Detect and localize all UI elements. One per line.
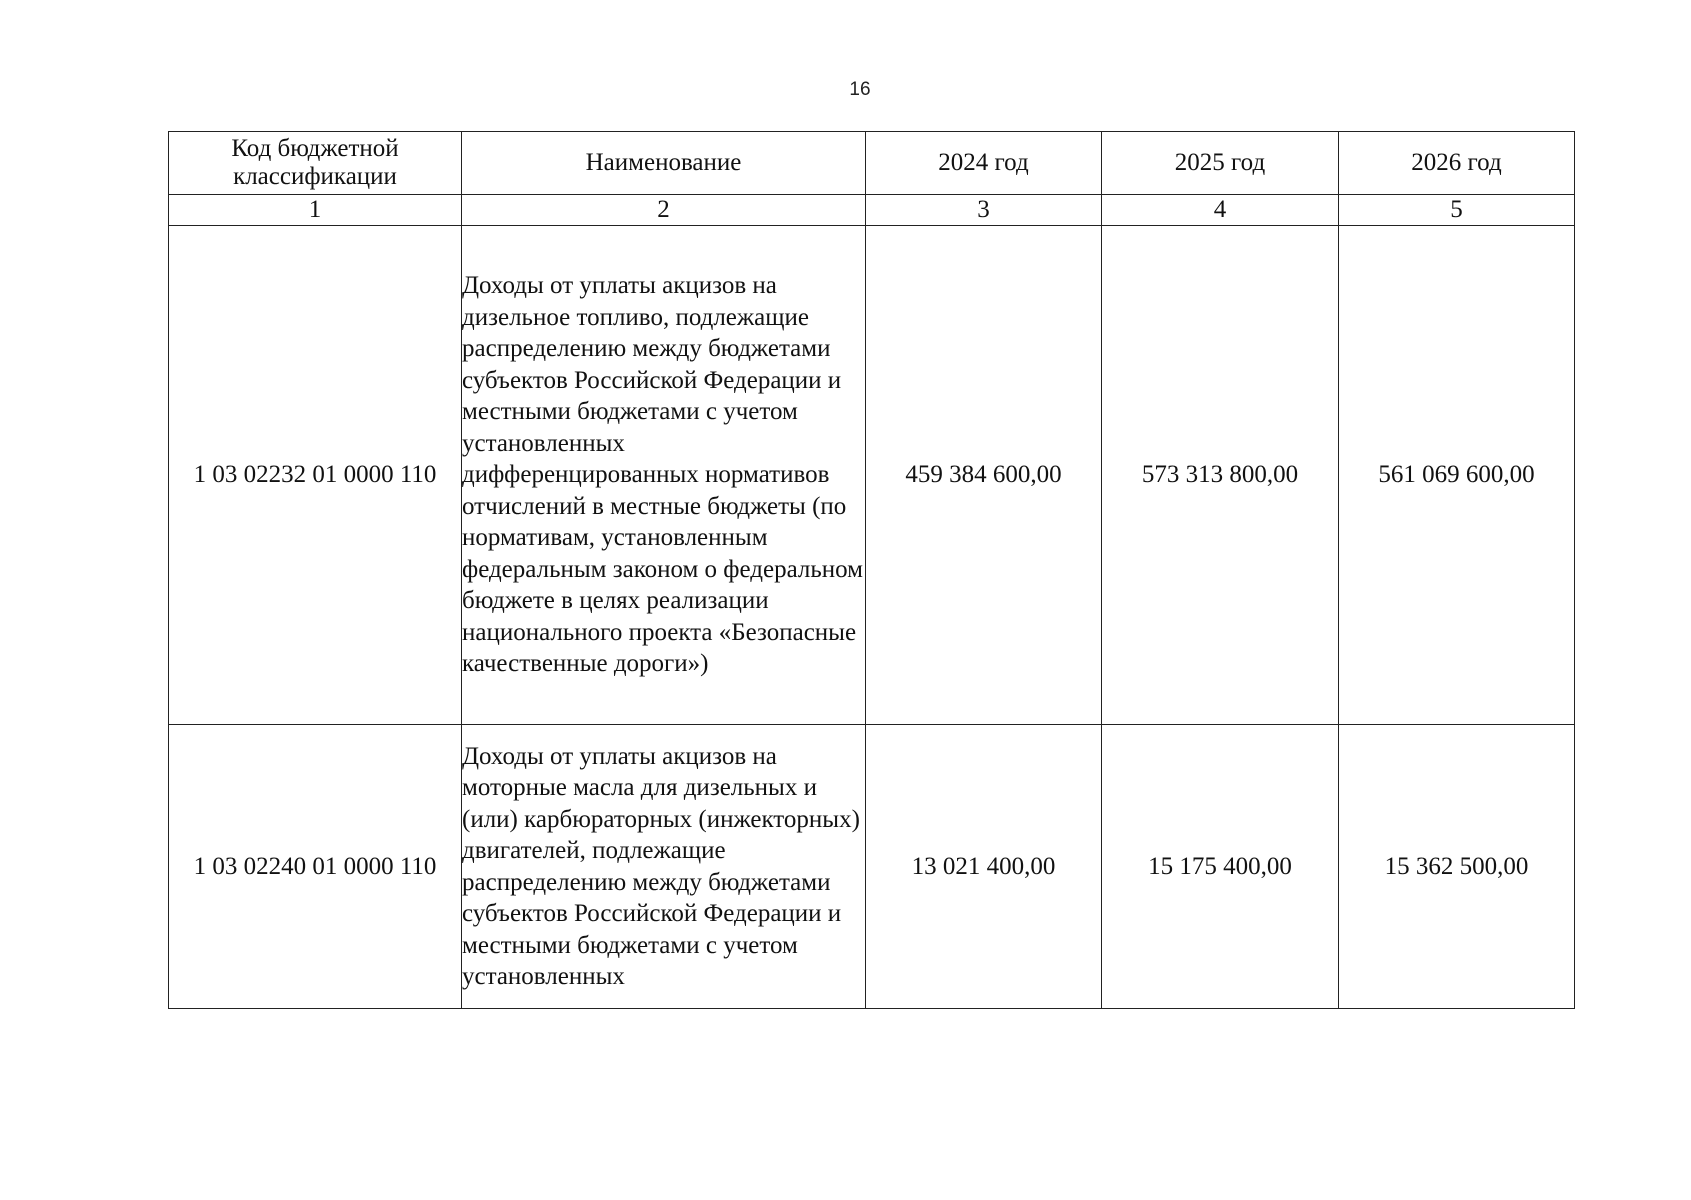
amount-2024-cell: 13 021 400,00 xyxy=(866,725,1102,1009)
revenue-name-cell: Доходы от уплаты акцизов на моторные масла для дизельных и (или) карбюраторных (инжекторных) двигателей, подлежащие распределению между бюджетами субъектов Российской Федерации и местными бюджетами с учетом установленных xyxy=(462,725,866,1009)
amount-2024-cell: 459 384 600,00 xyxy=(866,226,1102,725)
column-number: 2 xyxy=(462,195,866,226)
revenue-name-cell: Доходы от уплаты акцизов на дизельное топливо, подлежащие распределению между бюджетами субъектов Российской Федерации и местными бюджетами с учетом установленных дифференцированных нормативов отчислений в местные бюджеты (по нормативам, установленным федеральным законом о федеральном бюджете в целях реализации национального проекта «Безопасные качественные дороги») xyxy=(462,226,866,725)
column-number-row xyxy=(169,195,1575,226)
table-row xyxy=(169,226,1575,725)
column-number: 4 xyxy=(1102,195,1339,226)
table-header-row xyxy=(169,132,1575,195)
header-year-2026: 2026 год xyxy=(1339,132,1575,195)
budget-code-cell: 1 03 02240 01 0000 110 xyxy=(169,725,462,1009)
column-number: 5 xyxy=(1339,195,1575,226)
column-number: 3 xyxy=(866,195,1102,226)
amount-2026-cell: 15 362 500,00 xyxy=(1339,725,1575,1009)
amount-2025-cell: 573 313 800,00 xyxy=(1102,226,1339,725)
header-name: Наименование xyxy=(462,132,866,195)
page-number: 16 xyxy=(849,79,871,100)
amount-2025-cell: 15 175 400,00 xyxy=(1102,725,1339,1009)
column-number: 1 xyxy=(169,195,462,226)
budget-code-cell: 1 03 02232 01 0000 110 xyxy=(169,226,462,725)
amount-2026-cell: 561 069 600,00 xyxy=(1339,226,1575,725)
table-row xyxy=(169,725,1575,1009)
header-budget-code: Код бюджетной классификации xyxy=(169,132,462,195)
header-year-2024: 2024 год xyxy=(866,132,1102,195)
header-year-2025: 2025 год xyxy=(1102,132,1339,195)
budget-revenue-table xyxy=(168,131,1575,1009)
